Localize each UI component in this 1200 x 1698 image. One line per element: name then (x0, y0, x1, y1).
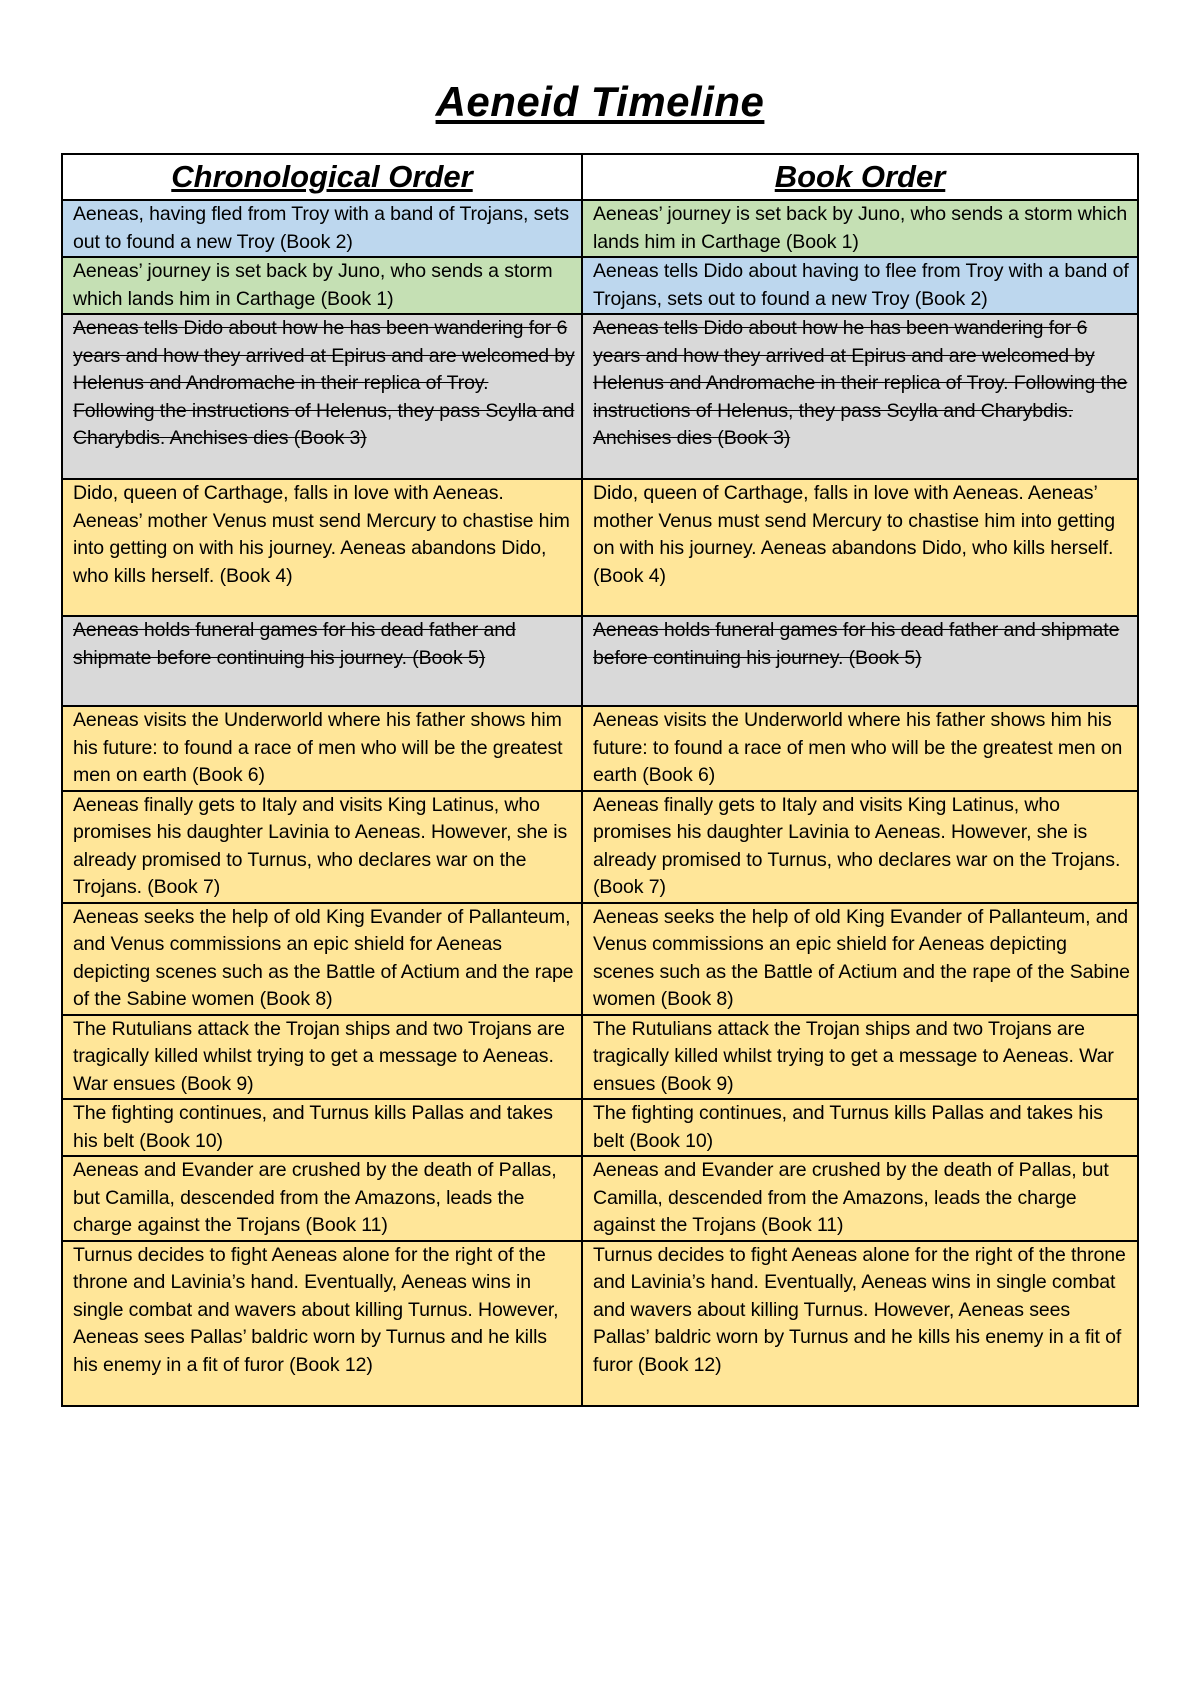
book-cell (582, 616, 1138, 706)
book-cell (582, 706, 1138, 791)
cell-text: Turnus decides to fight Aeneas alone for the right of the throne and Lavinia’s hand. Eventually, Aeneas wins in single combat and wavers about killing Turnus. However, Aeneas sees Pallas’ baldric worn by Turnus and he kills his enemy in a fit of furor (Book 12) (593, 1243, 1126, 1376)
table-row (62, 1015, 1138, 1100)
table-row (62, 903, 1138, 1015)
cell-text: Aeneas tells Dido about how he has been wandering for 6 years and how they arrived at Epirus and are welcomed by Helenus and Andromache in their replica of Troy. Following the instructions of Helenus, they pass Scylla and Charybdis. Anchises dies (Book 3) (73, 317, 575, 449)
table-row (62, 1156, 1138, 1241)
book-cell (582, 1241, 1138, 1406)
cell-text: Aeneas and Evander are crushed by the death of Pallas, but Camilla, descended from the Amazons, leads the charge against the Trojans (Book 11) (593, 1159, 1109, 1236)
book-cell (582, 200, 1138, 257)
table-row (62, 791, 1138, 903)
cell-text: The fighting continues, and Turnus kills Pallas and takes his belt (Book 10) (73, 1102, 553, 1152)
chronological-cell (62, 1241, 582, 1406)
cell-text: The fighting continues, and Turnus kills Pallas and takes his belt (Book 10) (593, 1102, 1103, 1152)
cell-text: Aeneas’ journey is set back by Juno, who sends a storm which lands him in Carthage (Book 1) (73, 260, 553, 310)
cell-text: Aeneas’ journey is set back by Juno, who sends a storm which lands him in Carthage (Book 1) (593, 203, 1128, 253)
book-cell (582, 479, 1138, 616)
book-cell (582, 257, 1138, 314)
chronological-cell (62, 1099, 582, 1156)
book-cell (582, 1099, 1138, 1156)
cell-text: Aeneas holds funeral games for his dead father and shipmate before continuing his journey. (Book 5) (73, 619, 516, 669)
table-row (62, 314, 1138, 479)
book-cell (582, 314, 1138, 479)
book-order-header: Book Order (582, 154, 1138, 200)
chronological-cell (62, 1156, 582, 1241)
book-cell (582, 1015, 1138, 1100)
book-cell (582, 791, 1138, 903)
chronological-cell (62, 479, 582, 616)
cell-text: Aeneas seeks the help of old King Evander of Pallanteum, and Venus commissions an epic shield for Aeneas depicting scenes such as the Battle of Actium and the rape of the Sabine women (Book 8) (73, 905, 574, 1010)
table-row (62, 706, 1138, 791)
table-row (62, 479, 1138, 616)
table-row (62, 257, 1138, 314)
cell-text: Aeneas tells Dido about having to flee from Troy with a band of Trojans, sets out to found a new Troy (Book 2) (593, 260, 1129, 310)
chronological-cell (62, 1015, 582, 1100)
cell-text: Aeneas tells Dido about how he has been wandering for 6 years and how they arrived at Epirus and are welcomed by Helenus and Andromache in their replica of Troy. Following the instructions of Helenus, they pass Scylla and Charybdis. Anchises dies (Book 3) (593, 317, 1128, 449)
table-row (62, 616, 1138, 706)
table-row (62, 1099, 1138, 1156)
chronological-cell (62, 791, 582, 903)
cell-text: The Rutulians attack the Trojan ships and two Trojans are tragically killed whilst trying to get a message to Aeneas. War ensues (Book 9) (593, 1017, 1114, 1095)
cell-text: Dido, queen of Carthage, falls in love with Aeneas. Aeneas’ mother Venus must send Mercury to chastise him into getting on with his journey. Aeneas abandons Dido, who kills herself. (Book 4) (73, 482, 570, 587)
cell-text: Dido, queen of Carthage, falls in love with Aeneas. Aeneas’ mother Venus must send Mercury to chastise him into getting on with his journey. Aeneas abandons Dido, who kills herself. (Book 4) (593, 482, 1115, 587)
chronological-cell (62, 706, 582, 791)
cell-text: Aeneas visits the Underworld where his father shows him his future: to found a race of men who will be the greatest men on earth (Book 6) (593, 709, 1123, 786)
cell-text: Aeneas finally gets to Italy and visits King Latinus, who promises his daughter Lavinia to Aeneas. However, she is already promised to Turnus, who declares war on the Trojans. (Book 7) (73, 793, 568, 898)
cell-text: The Rutulians attack the Trojan ships and two Trojans are tragically killed whilst trying to get a message to Aeneas. War ensues (Book 9) (73, 1017, 565, 1095)
cell-text: Aeneas seeks the help of old King Evander of Pallanteum, and Venus commissions an epic shield for Aeneas depicting scenes such as the Battle of Actium and the rape of the Sabine women (Book 8) (593, 905, 1130, 1010)
chronological-cell (62, 257, 582, 314)
chronological-cell (62, 200, 582, 257)
page-title: Aeneid Timeline (435, 78, 765, 125)
chronological-cell (62, 903, 582, 1015)
timeline-table (61, 153, 1139, 1407)
book-cell (582, 1156, 1138, 1241)
chronological-cell (62, 314, 582, 479)
chronological-cell (62, 616, 582, 706)
header-row (62, 154, 1138, 200)
cell-text: Aeneas finally gets to Italy and visits King Latinus, who promises his daughter Lavinia to Aeneas. However, she is already promised to Turnus, who declares war on the Trojans. (Book 7) (593, 793, 1121, 898)
table-row (62, 1241, 1138, 1406)
chronological-order-header: Chronological Order (62, 154, 582, 200)
cell-text: Turnus decides to fight Aeneas alone for the right of the throne and Lavinia’s hand. Eventually, Aeneas wins in single combat and wavers about killing Turnus. However, Aeneas sees Pallas’ baldric worn by Turnus and he kills his enemy in a fit of furor (Book 12) (73, 1243, 559, 1376)
cell-text: Aeneas, having fled from Troy with a band of Trojans, sets out to found a new Troy (Book 2) (73, 203, 570, 253)
table-row (62, 200, 1138, 257)
cell-text: Aeneas holds funeral games for his dead father and shipmate before continuing his journey. (Book 5) (593, 619, 1120, 669)
book-cell (582, 903, 1138, 1015)
cell-text: Aeneas visits the Underworld where his father shows him his future: to found a race of men who will be the greatest men on earth (Book 6) (73, 709, 563, 786)
cell-text: Aeneas and Evander are crushed by the death of Pallas, but Camilla, descended from the Amazons, leads the charge against the Trojans (Book 11) (73, 1159, 557, 1236)
